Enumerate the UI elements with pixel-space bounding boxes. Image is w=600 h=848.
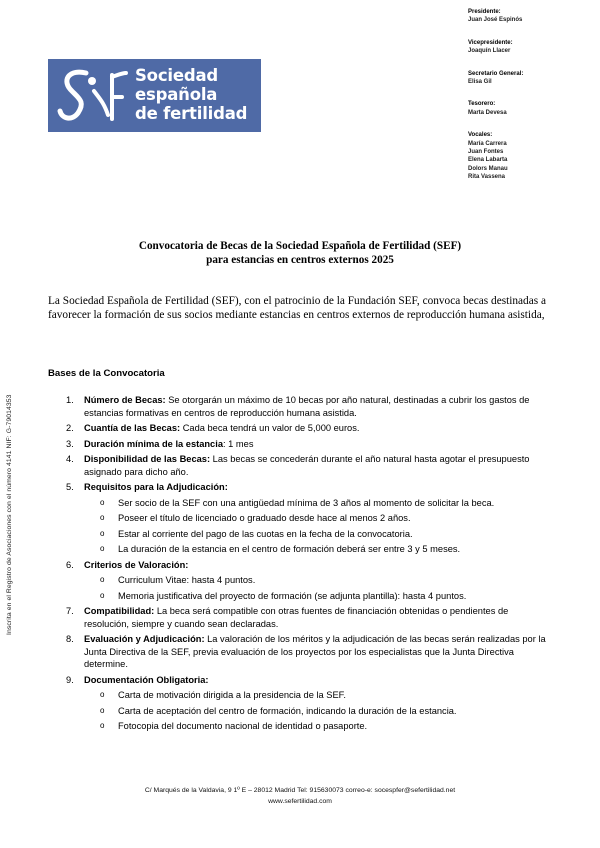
sub-item-text: Ser socio de la SEF con una antigüedad mínima de 3 años al momento de solicitar la beca. bbox=[118, 497, 495, 508]
sub-list-item bbox=[100, 574, 548, 587]
sub-list-item bbox=[100, 705, 548, 718]
item-text bbox=[84, 394, 548, 419]
board-role: Presidente: bbox=[468, 9, 501, 15]
board-name: Elena Labarta bbox=[468, 157, 508, 164]
bases-heading: Bases de la Convocatoria bbox=[48, 368, 165, 379]
board-of-directors bbox=[468, 8, 523, 182]
item-text bbox=[84, 481, 548, 494]
item-label: Evaluación y Adjudicación: bbox=[84, 634, 205, 644]
sub-item-text: Curriculum Vitae: hasta 4 puntos. bbox=[118, 575, 256, 585]
board-name: Juan Fontes bbox=[468, 149, 504, 156]
sub-item-text: Carta de motivación dirigida a la presidencia de la SEF. bbox=[118, 690, 346, 700]
bullet-icon: o bbox=[100, 705, 105, 715]
item-label: Disponibilidad de las Becas: bbox=[84, 454, 211, 464]
bullet-icon: o bbox=[100, 590, 105, 600]
item-number: 2. bbox=[66, 423, 74, 433]
sef-emblem-icon bbox=[56, 65, 128, 127]
item-text bbox=[84, 674, 548, 687]
item-body: : 1 mes bbox=[223, 438, 254, 449]
item-number: 5. bbox=[66, 482, 74, 492]
board-role: Vicepresidente: bbox=[468, 39, 513, 46]
item-label: Requisitos para la Adjudicación: bbox=[84, 482, 228, 492]
bases-list bbox=[66, 394, 548, 736]
sub-list-item bbox=[100, 689, 548, 702]
item-text bbox=[84, 438, 548, 451]
footer bbox=[0, 785, 600, 807]
list-item bbox=[66, 674, 548, 687]
footer-address: C/ Marqués de la Valdavia, 9 1º E – 28012 Madrid Tel: 915630073 correo-e: socespfer@sefertilidad.net bbox=[144, 787, 456, 794]
sub-list-item bbox=[100, 512, 548, 525]
board-role: Secretario General: bbox=[468, 70, 524, 77]
item-number: 9. bbox=[66, 674, 74, 685]
title-line: Convocatoria de Becas de la Sociedad Española de Fertilidad (SEF) bbox=[138, 240, 462, 252]
sub-list-item bbox=[100, 543, 548, 556]
list-item bbox=[66, 633, 548, 671]
board-name: Joaquín Llacer bbox=[468, 48, 511, 55]
item-text bbox=[84, 559, 548, 572]
list-item bbox=[66, 394, 548, 419]
item-number: 6. bbox=[66, 559, 74, 570]
sub-list-item bbox=[100, 720, 548, 733]
list-item bbox=[66, 481, 548, 494]
board-name: Elisa Gil bbox=[468, 79, 492, 86]
item-number: 4. bbox=[66, 454, 74, 464]
sub-item-text: Memoria justificativa del proyecto de formación (se adjunta plantilla): hasta 4 puntos. bbox=[118, 590, 467, 601]
item-body: Cada beca tendrá un valor de 5,000 euros. bbox=[180, 423, 360, 433]
list-item bbox=[66, 438, 548, 451]
item-label: Compatibilidad: bbox=[84, 606, 155, 616]
sub-list-item bbox=[100, 497, 548, 510]
item-label: Documentación Obligatoria: bbox=[84, 674, 209, 685]
logo-line: de fertilidad bbox=[135, 104, 248, 123]
sef-logo bbox=[48, 59, 261, 132]
list-item bbox=[66, 605, 548, 630]
list-item bbox=[66, 453, 548, 478]
board-name: Juan José Espinós bbox=[468, 17, 523, 24]
logo-line: Sociedad bbox=[135, 66, 219, 85]
item-label: Criterios de Valoración: bbox=[84, 559, 189, 570]
sub-item-text: La duración de la estancia en el centro de formación deberá ser entre 3 y 5 meses. bbox=[118, 544, 461, 554]
item-body: Se otorgarán un máximo de 10 becas por año natural, destinadas a cubrir los gastos de estancias formativas en centros de reproducción humana asistida. bbox=[84, 395, 530, 418]
item-text bbox=[84, 605, 548, 630]
sub-item-text: Carta de aceptación del centro de formación, indicando la duración de la estancia. bbox=[118, 705, 457, 716]
document-title bbox=[0, 239, 600, 267]
item-number: 1. bbox=[66, 395, 74, 405]
board-role: Vocales: bbox=[468, 132, 493, 139]
board-name: Marta Devesa bbox=[468, 109, 507, 116]
footer-website: www.sefertilidad.com bbox=[268, 798, 332, 805]
sub-item-text: Estar al corriente del pago de las cuotas en la fecha de la convocatoria. bbox=[118, 528, 413, 539]
board-name: María Carrera bbox=[468, 140, 507, 147]
board-name: Rita Vassena bbox=[468, 174, 506, 181]
bullet-icon: o bbox=[100, 513, 105, 522]
sub-list-item bbox=[100, 590, 548, 603]
sub-list-item bbox=[100, 528, 548, 541]
sub-item-text: Fotocopia del documento nacional de identidad o pasaporte. bbox=[118, 721, 368, 731]
list-item bbox=[66, 559, 548, 572]
item-number: 7. bbox=[66, 606, 74, 616]
item-number: 8. bbox=[66, 634, 74, 644]
item-text bbox=[84, 633, 548, 671]
item-label: Duración mínima de la estancia bbox=[84, 438, 223, 449]
bullet-icon: o bbox=[100, 575, 105, 584]
item-body: Las becas se concederán durante el año natural hasta agotar el presupuesto asignado para dicho año. bbox=[84, 454, 530, 477]
bullet-icon: o bbox=[100, 690, 105, 699]
item-body: La valoración de los méritos y la adjudicación de las becas serán realizadas por la Junta Directiva de la SEF, previa evaluación de los proyectos por los especialistas que la Junta Directiva determine. bbox=[84, 634, 546, 669]
list-item bbox=[66, 422, 548, 435]
item-label: Cuantía de las Becas: bbox=[84, 423, 181, 433]
logo-wordmark bbox=[135, 66, 247, 123]
title-line: para estancias en centros externos 2025 bbox=[206, 254, 394, 266]
board-role: Tesorero: bbox=[468, 101, 496, 108]
bullet-icon: o bbox=[100, 721, 105, 730]
item-label: Número de Becas: bbox=[84, 395, 166, 405]
board-name: Dolors Manau bbox=[468, 165, 508, 172]
item-text bbox=[84, 453, 548, 478]
bullet-icon: o bbox=[100, 528, 105, 538]
item-text bbox=[84, 422, 548, 435]
bullet-icon: o bbox=[100, 544, 105, 553]
bullet-icon: o bbox=[100, 497, 105, 507]
item-body: La beca será compatible con otras fuentes de financiación obtenidas o pendientes de resolución, siempre y cuando sean declaradas. bbox=[84, 606, 509, 629]
item-number: 3. bbox=[66, 438, 74, 449]
registry-side-text: Inscrita en el Registro de Asociaciones con el número 4141 NIF: G-79014353 bbox=[6, 394, 13, 635]
logo-line: española bbox=[135, 85, 218, 104]
intro-paragraph: La Sociedad Española de Fertilidad (SEF), con el patrocinio de la Fundación SEF, convoca becas destinadas a favorecer la formación de sus socios mediante estancias en centros externos de reproducción humana asistida, bbox=[48, 295, 546, 322]
sub-item-text: Poseer el título de licenciado o graduado desde hace al menos 2 años. bbox=[118, 513, 411, 523]
